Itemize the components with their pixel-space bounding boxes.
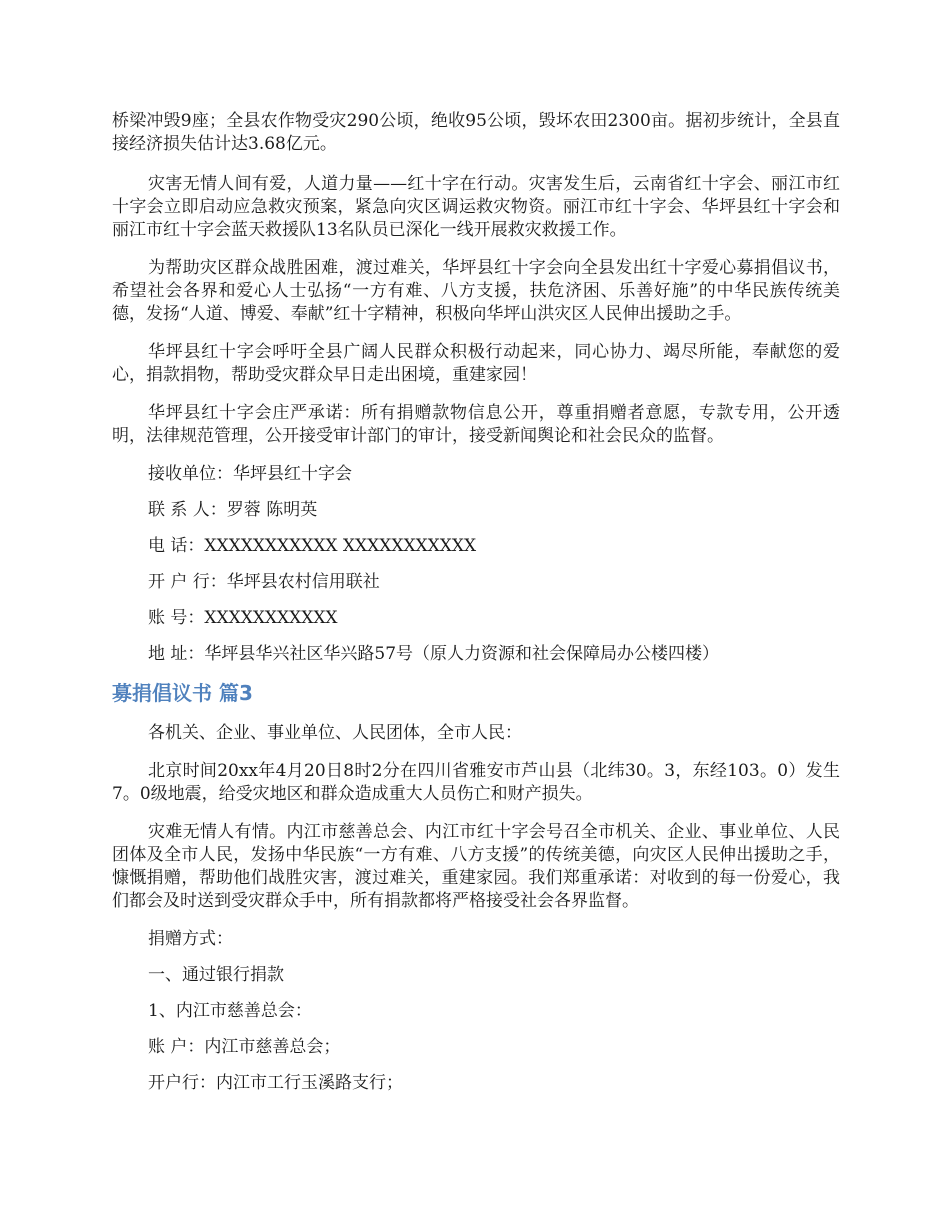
paragraph-loss-summary: 桥梁冲毁9座；全县农作物受灾290公顷，绝收95公顷，毁坏农田2300亩。据初步统计，全县直接经济损失估计达3.68亿元。 bbox=[112, 111, 840, 154]
charity-branch-line: 开户行：内江市工行玉溪路支行； bbox=[148, 1073, 403, 1093]
document-body bbox=[112, 110, 840, 1108]
section-heading: 募捐倡议书 篇3 bbox=[112, 681, 253, 705]
receiver-line: 接收单位：华坪县红十字会 bbox=[148, 464, 352, 484]
bank-line: 开 户 行：华坪县农村信用联社 bbox=[148, 572, 380, 592]
charity-account-line: 账 户：内江市慈善总会； bbox=[148, 1037, 341, 1057]
paragraph-donation-appeal: 为帮助灾区群众战胜困难，渡过难关，华坪县红十字会向全县发出红十字爱心募捐倡议书，希望社会各界和爱心人士弘扬“一方有难、八方支援，扶危济困、乐善好施”的中华民族传统美德，发扬“人道、博爱、奉献”红十字精神，积极向华坪山洪灾区人民伸出援助之手。 bbox=[112, 258, 840, 324]
phone-line: 电 话：XXXXXXXXXXX XXXXXXXXXXX bbox=[148, 536, 477, 556]
paragraph-earthquake: 北京时间20xx年4月20日8时2分在四川省雅安市芦山县（北纬30。3，东经103。0）发生7。0级地震，给受灾地区和群众造成重大人员伤亡和财产损失。 bbox=[112, 761, 840, 804]
bank-donation-heading: 一、通过银行捐款 bbox=[148, 965, 284, 985]
donation-method-label: 捐赠方式： bbox=[148, 929, 233, 949]
address-line: 地 址：华坪县华兴社区华兴路57号（原人力资源和社会保障局办公楼四楼） bbox=[148, 644, 720, 664]
contact-line: 联 系 人：罗蓉 陈明英 bbox=[148, 500, 318, 520]
paragraph-charity-appeal: 灾难无情人有情。内江市慈善总会、内江市红十字会号召全市机关、企业、事业单位、人民团体及全市人民，发扬中华民族“一方有难、八方支援”的传统美德，向灾区人民伸出援助之手，慷慨捐赠，帮助他们战胜灾害，渡过难关，重建家园。我们郑重承诺：对收到的每一份爱心，我们都会及时送到受灾群众手中，所有捐款都将严格接受社会各界监督。 bbox=[112, 822, 840, 911]
salutation-line: 各机关、企业、事业单位、人民团体，全市人民： bbox=[148, 723, 522, 743]
paragraph-red-cross-action: 灾害无情人间有爱，人道力量——红十字在行动。灾害发生后，云南省红十字会、丽江市红十字会立即启动应急救灾预案，紧急向灾区调运救灾物资。丽江市红十字会、华坪县红十字会和丽江市红十字会蓝天救援队13名队员已深化一线开展救灾救援工作。 bbox=[112, 174, 840, 240]
paragraph-call-to-action: 华坪县红十字会呼吁全县广阔人民群众积极行动起来，同心协力、竭尽所能，奉献您的爱心，捐款捐物，帮助受灾群众早日走出困境，重建家园！ bbox=[112, 342, 840, 385]
account-line: 账 号：XXXXXXXXXXX bbox=[148, 608, 338, 628]
paragraph-promise: 华坪县红十字会庄严承诺：所有捐赠款物信息公开，尊重捐赠者意愿，专款专用，公开透明，法律规范管理，公开接受审计部门的审计，接受新闻舆论和社会民众的监督。 bbox=[112, 403, 840, 446]
charity-org-line: 1、内江市慈善总会： bbox=[148, 1001, 312, 1021]
